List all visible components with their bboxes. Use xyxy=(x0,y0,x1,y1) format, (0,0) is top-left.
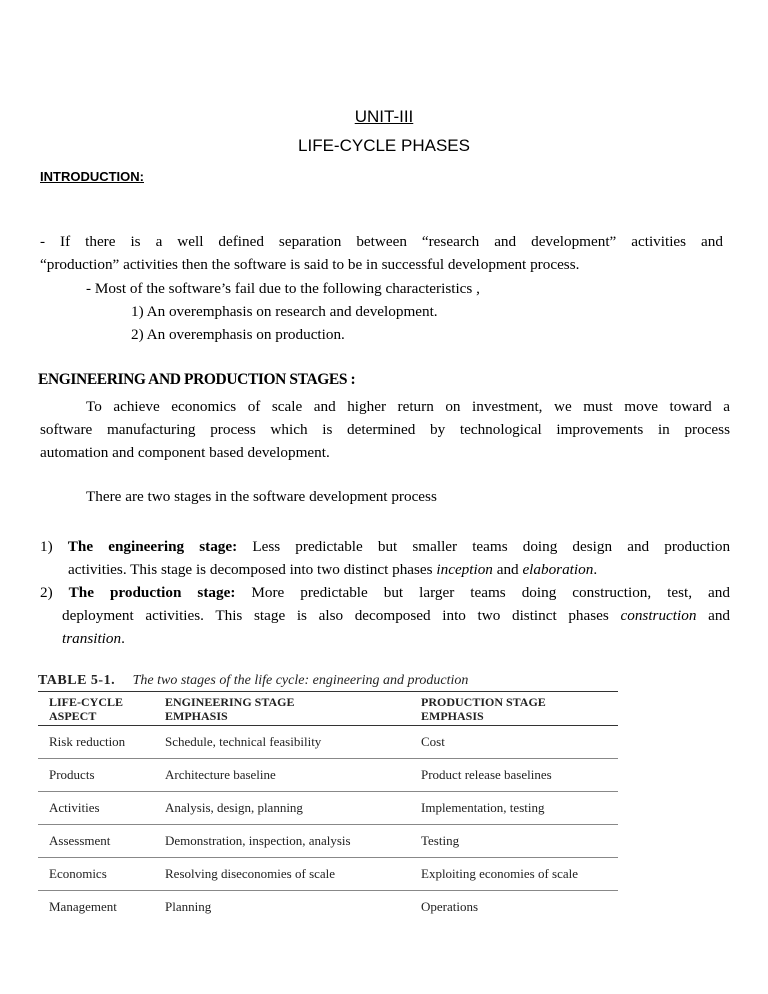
stage-1-text-a: Less predictable but smaller teams doing design and production xyxy=(252,538,731,555)
table-cell: Risk reduction xyxy=(49,734,126,749)
engineering-production-heading: ENGINEERING AND PRODUCTION STAGES : xyxy=(38,371,356,388)
table-cell: Testing xyxy=(421,833,460,848)
table-row xyxy=(38,824,618,857)
stage-1-and: and xyxy=(496,561,519,578)
stage-1-phase-a: inception xyxy=(436,561,493,578)
header-production-line-1: PRODUCTION STAGE xyxy=(421,695,546,709)
intro-point-2: 2) An overemphasis on production. xyxy=(131,326,345,343)
table-row xyxy=(38,857,618,890)
stage-2-number: 2) xyxy=(40,584,53,601)
stage-1-label: The engineering stage: xyxy=(67,538,238,555)
table-cell: Analysis, design, planning xyxy=(165,800,303,815)
stages-intro: There are two stages in the software development process xyxy=(86,488,437,505)
header-production-line-2: EMPHASIS xyxy=(421,709,484,723)
table-header-row xyxy=(38,692,618,725)
table-cell: Products xyxy=(49,767,95,782)
unit-title: UNIT-III xyxy=(354,107,414,126)
table-caption-text: The two stages of the life cycle: engineering and production xyxy=(132,673,469,688)
table-cell: Resolving diseconomies of scale xyxy=(165,866,336,881)
table-cell: Exploiting economies of scale xyxy=(421,866,579,881)
intro-point-1: 1) An overemphasis on research and development. xyxy=(131,303,438,320)
table-body xyxy=(38,725,618,923)
lifecycle-table xyxy=(38,673,618,923)
intro-bullet: - Most of the software’s fail due to the following characteristics , xyxy=(86,280,480,297)
eng-paragraph-line-1: To achieve economics of scale and higher return on investment, we must move toward a xyxy=(86,398,730,415)
table-cell: Schedule, technical feasibility xyxy=(165,734,322,749)
header-engineering xyxy=(165,695,421,725)
table-cell: Demonstration, inspection, analysis xyxy=(165,833,351,848)
stage-1-number: 1) xyxy=(40,538,53,555)
page-title: LIFE-CYCLE PHASES xyxy=(298,136,470,155)
header-aspect-line-2: ASPECT xyxy=(49,709,97,723)
table-cell: Product release baselines xyxy=(421,767,552,782)
table-cell: Activities xyxy=(49,800,100,815)
table-cell: Cost xyxy=(421,734,445,749)
stage-2-text-b: deployment activities. This stage is also decomposed into two distinct phases xyxy=(62,607,609,624)
stage-2-end: . xyxy=(121,630,125,647)
table-cell: Operations xyxy=(421,899,479,914)
stage-2-line-3 xyxy=(62,627,125,650)
intro-paragraph-line-1: - If there is a well defined separation between “research and development” activities and xyxy=(40,233,723,250)
header-aspect-line-1: LIFE-CYCLE xyxy=(49,695,124,709)
stage-2-text-a: More predictable but larger teams doing construction, test, and xyxy=(251,584,730,601)
table-cell: Assessment xyxy=(49,833,111,848)
table-row xyxy=(38,791,618,824)
stage-1-line-1 xyxy=(40,535,730,558)
stage-1-end: . xyxy=(593,561,598,578)
intro-paragraph-line-2: “production” activities then the software is said to be in successful development process. xyxy=(40,256,580,273)
table-caption xyxy=(38,673,618,689)
table-number: TABLE 5-1. xyxy=(38,673,116,688)
table-row xyxy=(38,890,618,923)
table-cell: Implementation, testing xyxy=(421,800,545,815)
stage-2-phase-b: transition xyxy=(62,630,122,647)
stage-2-line-1 xyxy=(40,581,730,604)
table-cell: Management xyxy=(49,899,117,914)
header-engineering-line-1: ENGINEERING STAGE xyxy=(165,695,295,709)
table-row xyxy=(38,725,618,758)
stage-1-line-2 xyxy=(68,558,597,581)
header-production xyxy=(421,695,618,725)
stage-2-line-2 xyxy=(62,604,730,627)
stage-1-text-b: activities. This stage is decomposed into two distinct phases xyxy=(68,561,433,578)
table-cell: Economics xyxy=(49,866,107,881)
eng-paragraph-line-2: software manufacturing process which is determined by technological improvements in process xyxy=(40,421,730,438)
table-row xyxy=(38,758,618,791)
header-aspect xyxy=(38,695,165,725)
stage-1-phase-b: elaboration xyxy=(522,561,594,578)
table-cell: Planning xyxy=(165,899,212,914)
stage-2-phase-a: construction xyxy=(620,607,697,624)
stage-2-and: and xyxy=(708,607,731,624)
header-engineering-line-2: EMPHASIS xyxy=(165,709,228,723)
introduction-heading: INTRODUCTION: xyxy=(40,169,144,184)
stage-2-label: The production stage: xyxy=(68,584,236,601)
eng-paragraph-line-3: automation and component based development. xyxy=(40,444,330,461)
table-cell: Architecture baseline xyxy=(165,767,276,782)
